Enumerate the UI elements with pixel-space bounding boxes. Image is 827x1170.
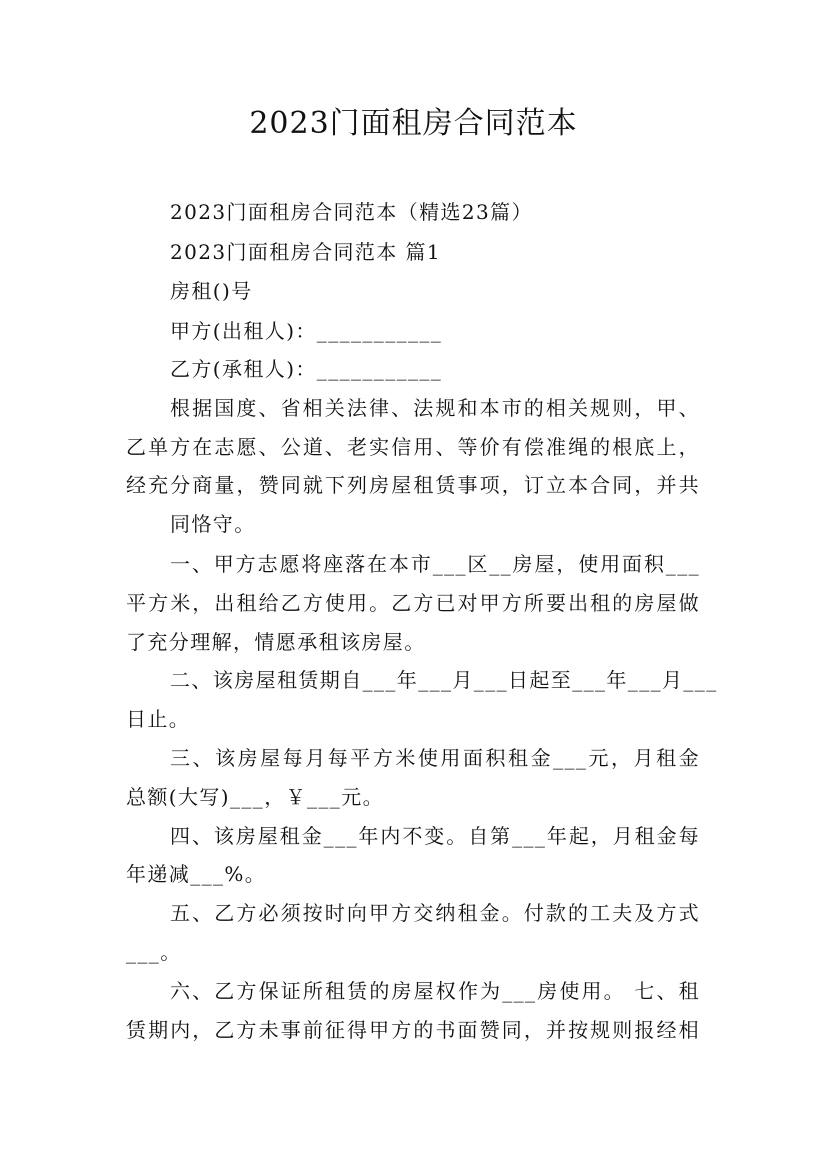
party-b-line: 乙方(承租人)：___________	[170, 357, 443, 381]
paragraph-line: 乙单方在志愿、公道、老实信用、等价有偿准绳的根底上，	[126, 435, 700, 459]
clause-7-line: 赁期内，乙方未事前征得甲方的书面赞同，并按规则报经相	[126, 1018, 700, 1042]
document-title: 2023门面租房合同范本	[249, 106, 578, 141]
subtitle-line: 2023门面租房合同范本（精选23篇）	[170, 200, 533, 224]
contract-number: 房租()号	[170, 279, 253, 303]
clause-1-line: 了充分理解，情愿承租该房屋。	[126, 630, 426, 654]
party-a-line: 甲方(出租人)：___________	[170, 319, 443, 343]
clause-1-line: 一、甲方志愿将座落在本市___区__房屋，使用面积___	[170, 552, 700, 576]
paragraph-line: 同恪守。	[170, 512, 256, 536]
clause-4-line: 年递减___%。	[126, 862, 267, 886]
clause-2-line: 二、该房屋租赁期自___年___月___日起至___年___月___	[170, 668, 718, 692]
section-heading: 2023门面租房合同范本 篇1	[170, 240, 441, 264]
clause-1-line: 平方米，出租给乙方使用。乙方已对甲方所要出租的房屋做	[126, 591, 700, 615]
clause-5-line: ___。	[126, 940, 182, 964]
clause-4-line: 四、该房屋租金___年内不变。自第___年起，月租金每	[170, 824, 700, 848]
clause-6-line: 六、乙方保证所租赁的房屋权作为___房使用。 七、租	[170, 979, 700, 1003]
clause-3-line: 三、该房屋每月每平方米使用面积租金___元，月租金	[170, 746, 700, 770]
paragraph-line: 经充分商量，赞同就下列房屋租赁事项，订立本合同，并共	[126, 473, 700, 497]
clause-3-line: 总额(大写)___，￥___元。	[126, 785, 385, 809]
clause-2-line: 日止。	[126, 707, 191, 731]
clause-5-line: 五、乙方必须按时向甲方交纳租金。付款的工夫及方式	[170, 901, 700, 925]
paragraph-line: 根据国度、省相关法律、法规和本市的相关规则，甲、	[170, 396, 700, 420]
